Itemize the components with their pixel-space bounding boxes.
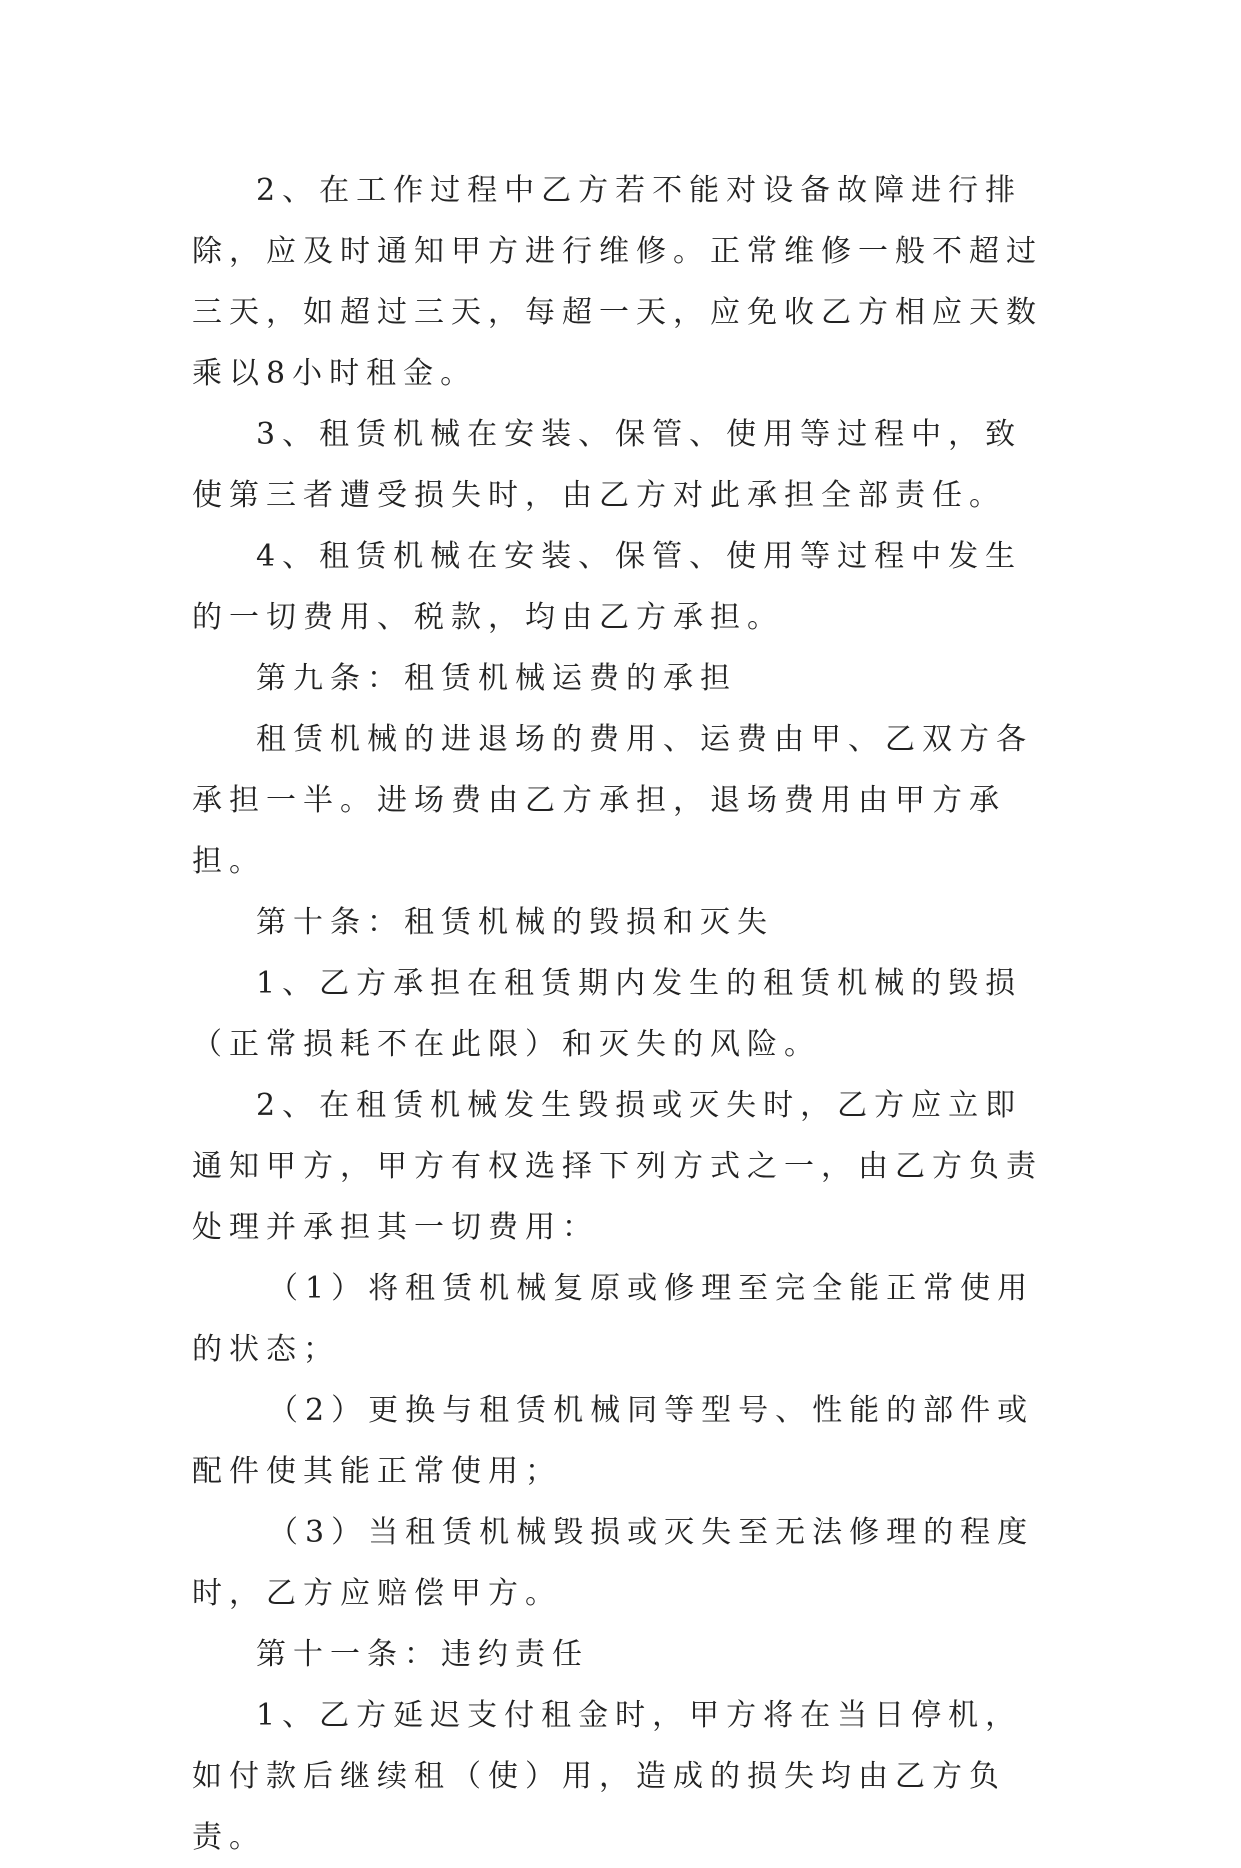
paragraph-option-1: （1）将租赁机械复原或修理至完全能正常使用的状态； (192, 1271, 1035, 1367)
paragraph-clause-10-item-1: 1、乙方承担在租赁期内发生的租赁机械的毁损（正常损耗不在此限）和灭失的风险。 (192, 966, 1023, 1062)
paragraph-clause-8-item-4: 4、租赁机械在安装、保管、使用等过程中发生的一切费用、税款，均由乙方承担。 (192, 539, 1023, 635)
heading-clause-9: 第九条：租赁机械运费的承担 (256, 661, 737, 696)
document-body (192, 160, 1052, 1868)
paragraph-clause-9-body: 租赁机械的进退场的费用、运费由甲、乙双方各承担一半。进场费由乙方承担，退场费用由甲方承担。 (192, 722, 1033, 879)
paragraph-clause-11-item-1: 1、乙方延迟支付租金时，甲方将在当日停机，如付款后继续租（使）用，造成的损失均由乙方负责。 (192, 1698, 1023, 1855)
paragraph-clause-8-item-2: 2、在工作过程中乙方若不能对设备故障进行排除，应及时通知甲方进行维修。正常维修一般不超过三天，如超过三天，每超一天，应免收乙方相应天数乘以8小时租金。 (192, 173, 1043, 391)
heading-clause-10: 第十条：租赁机械的毁损和灭失 (256, 905, 774, 940)
paragraph-clause-10-item-2: 2、在租赁机械发生毁损或灭失时，乙方应立即通知甲方，甲方有权选择下列方式之一，由乙方负责处理并承担其一切费用： (192, 1088, 1043, 1245)
paragraph-option-2: （2）更换与租赁机械同等型号、性能的部件或配件使其能正常使用； (192, 1393, 1035, 1489)
paragraph-clause-8-item-3: 3、租赁机械在安装、保管、使用等过程中，致使第三者遭受损失时，由乙方对此承担全部责任。 (192, 417, 1023, 513)
heading-clause-11: 第十一条：违约责任 (256, 1637, 589, 1672)
paragraph-option-3: （3）当租赁机械毁损或灭失至无法修理的程度时，乙方应赔偿甲方。 (192, 1515, 1035, 1611)
